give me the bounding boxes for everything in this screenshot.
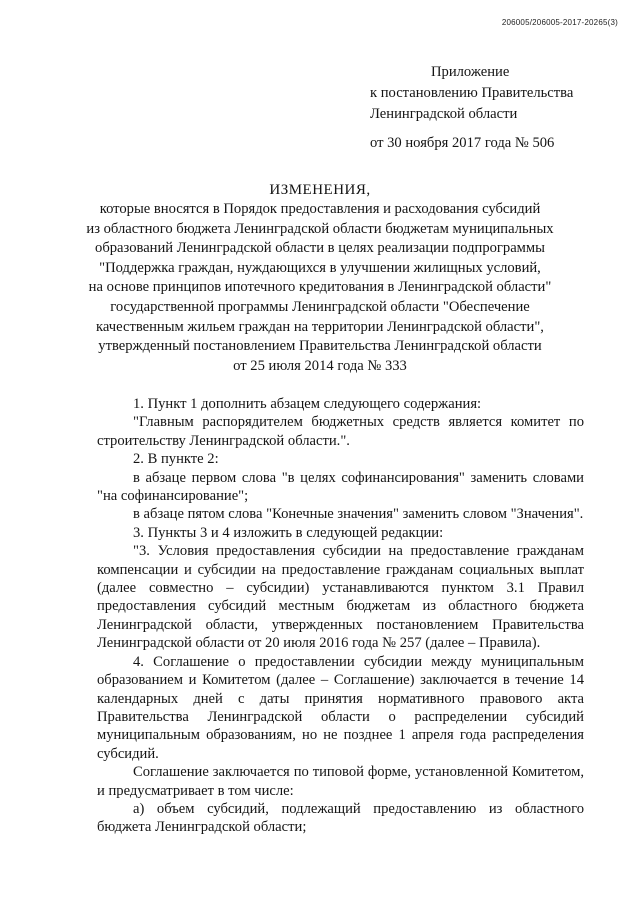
- document-heading: ИЗМЕНЕНИЯ,: [269, 182, 371, 198]
- appendix-region-line: Ленинградской области: [370, 106, 518, 122]
- body-paragraph: Соглашение заключается по типовой форме, установленной Комитетом, и предусматривает в том числе:: [97, 764, 584, 799]
- subtitle-line: на основе принципов ипотечного кредитования в Ленинградской области": [88, 279, 552, 296]
- body-paragraph: "Главным распорядителем бюджетных средств является комитет по строительству Ленинградской области.".: [97, 414, 584, 449]
- document-registration-stamp: 206005/206005-2017-20265(3): [501, 18, 618, 27]
- body-paragraph: 1. Пункт 1 дополнить абзацем следующего содержания:: [133, 396, 482, 412]
- appendix-label: Приложение: [431, 64, 510, 80]
- subtitle-line: "Поддержка граждан, нуждающихся в улучшении жилищных условий,: [99, 259, 541, 276]
- appendix-date-line: от 30 ноября 2017 года № 506: [370, 135, 555, 151]
- body-paragraph: 2. В пункте 2:: [133, 451, 219, 468]
- body-paragraph: 3. Пункты 3 и 4 изложить в следующей редакции:: [133, 524, 444, 541]
- subtitle-line: образований Ленинградской области в целях реализации подпрограммы: [95, 240, 545, 257]
- body-paragraph: "3. Условия предоставления субсидии на предоставление гражданам компенсации и субсидии на предоставление гражданам социальных выплат (далее совместно – субсидии) устанавливаются пунктом 3.1 Правил предоставления субсидий местным бюджетам из областного бюджета Ленинградской области, утвержденных постановлением Правительства Ленинградской области от 20 июля 2016 года № 257 (далее – Правила).: [97, 543, 584, 652]
- body-paragraph: в абзаце первом слова "в целях софинансирования" заменить словами "на софинансирование";: [97, 469, 584, 505]
- subtitle-line: утвержденный постановлением Правительства Ленинградской области: [98, 338, 542, 355]
- appendix-block: [370, 62, 573, 154]
- subtitle-line: из областного бюджета Ленинградской области бюджетам муниципальных: [86, 220, 554, 237]
- subtitle-line: от 25 июля 2014 года № 333: [233, 357, 407, 374]
- body-paragraph: а) объем субсидий, подлежащий предоставлению из областного бюджета Ленинградской области;: [97, 800, 584, 836]
- subtitle-line: качественным жильем граждан на территории Ленинградской области",: [96, 318, 544, 335]
- body-paragraph: 4. Соглашение о предоставлении субсидии между муниципальным образованием и Комитетом (далее – Соглашение) заключается в течение 14 календарных дней с даты принятия нормативного правового акта Правительства Ленинградской области о распределении субсидий муниципальным образованиям, но не позднее 1 апреля года распределения субсидий.: [97, 653, 584, 762]
- appendix-resolution-line: к постановлению Правительства: [370, 85, 574, 101]
- document-body: [97, 395, 584, 837]
- subtitle-line: государственной программы Ленинградской области "Обеспечение: [110, 298, 530, 315]
- body-paragraph: в абзаце пятом слова "Конечные значения" заменить словом "Значения".: [133, 506, 584, 523]
- document-title: [0, 180, 640, 376]
- subtitle-line: которые вносятся в Порядок предоставления и расходования субсидий: [99, 201, 541, 217]
